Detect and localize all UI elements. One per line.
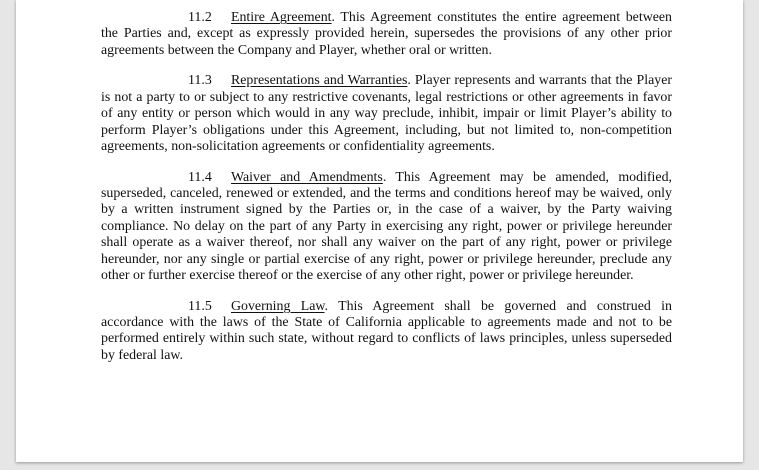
section-body: . This Agreement may be amended, modified, superseded, canceled, renewed or extended, and the terms and conditions hereof may be waived, only by a written instrument signed by the Parties or, in the case of a waiver, by the Party waiving compliance. No delay on the part of any Party in exercising any right, power or privilege hereunder shall operate as a waiver thereof, nor shall any waiver on the part of any right, power or privilege hereunder, nor any single or partial exercise of any right, power or privilege hereunder, preclude any other or further exercise thereof or the exercise of any other right, power or privilege hereunder. [101,169,672,284]
section-body: . This Agreement shall be governed and construed in accordance with the laws of the State of California applicable to agreements made and not to be performed entirely within such state, without regard to conflicts of laws principles, unless superseded by federal law. [101,298,672,363]
section-number: 11.5 [188,298,212,314]
section-heading: Governing Law [231,298,325,314]
section-heading: Waiver and Amendments [231,169,383,185]
section-number: 11.2 [188,10,212,25]
page-content [101,10,672,378]
section-body: . Player represents and warrants that the Player is not a party to or subject to any restrictive covenants, legal restrictions or other agreements in favor of any entity or person which would in any way preclude, inhibit, impair or limit Player’s ability to perform Player’s obligations under this Agreement, including, but not limited to, non-competition agreements, non-solicitation agreements or confidentiality agreements. [101,73,672,155]
section-11-3 [101,73,672,155]
section-heading: Entire Agreement [231,10,332,25]
document-page [16,0,743,462]
section-number: 11.4 [188,169,212,185]
section-body: . This Agreement constitutes the entire agreement between the Parties and, except as expressly provided herein, supersedes the provisions of any other prior agreements between the Company and Player, whether oral or written. [101,10,672,58]
section-heading: Representations and Warranties [231,73,408,89]
section-11-4 [101,170,672,285]
section-11-2 [101,10,672,59]
section-number: 11.3 [188,73,212,89]
section-11-5 [101,299,672,365]
